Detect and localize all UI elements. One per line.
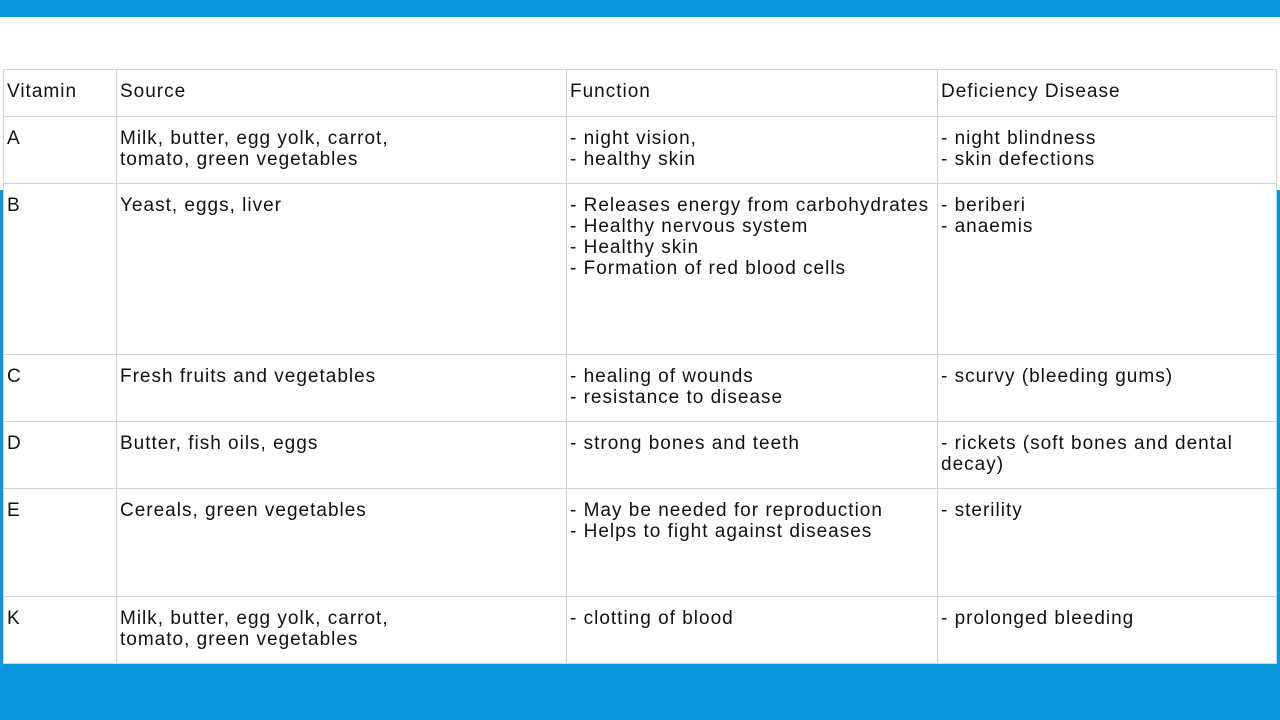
function-cell: - Releases energy from carbohydrates - Healthy nervous system - Healthy skin - Formation of red blood cells [567, 184, 938, 355]
vitamin-cell: E [4, 489, 117, 597]
deficiency-cell: - rickets (soft bones and dental decay) [938, 422, 1277, 489]
table-row [4, 117, 1277, 184]
table-row [4, 489, 1277, 597]
vitamin-cell: K [4, 597, 117, 664]
vitamin-cell: C [4, 355, 117, 422]
header-deficiency-disease: Deficiency Disease [938, 70, 1277, 117]
table-row [4, 422, 1277, 489]
source-cell: Fresh fruits and vegetables [117, 355, 567, 422]
table-row [4, 355, 1277, 422]
deficiency-cell: - sterility [938, 489, 1277, 597]
table-header-row [4, 70, 1277, 117]
source-cell: Milk, butter, egg yolk, carrot, tomato, green vegetables [117, 597, 567, 664]
function-cell: - May be needed for reproduction - Helps to fight against diseases [567, 489, 938, 597]
source-cell: Cereals, green vegetables [117, 489, 567, 597]
bottom-accent-band [0, 660, 1280, 720]
function-cell: - strong bones and teeth [567, 422, 938, 489]
function-cell: - clotting of blood [567, 597, 938, 664]
deficiency-cell: - beriberi - anaemis [938, 184, 1277, 355]
header-source: Source [117, 70, 567, 117]
vitamin-cell: B [4, 184, 117, 355]
deficiency-cell: - prolonged bleeding [938, 597, 1277, 664]
vitamin-table [3, 69, 1277, 664]
deficiency-cell: - scurvy (bleeding gums) [938, 355, 1277, 422]
header-vitamin: Vitamin [4, 70, 117, 117]
table-row [4, 184, 1277, 355]
deficiency-cell: - night blindness - skin defections [938, 117, 1277, 184]
function-cell: - night vision, - healthy skin [567, 117, 938, 184]
top-accent-bar [0, 0, 1280, 17]
source-cell: Butter, fish oils, eggs [117, 422, 567, 489]
vitamin-cell: D [4, 422, 117, 489]
header-function: Function [567, 70, 938, 117]
source-cell: Yeast, eggs, liver [117, 184, 567, 355]
source-cell: Milk, butter, egg yolk, carrot, tomato, green vegetables [117, 117, 567, 184]
vitamin-cell: A [4, 117, 117, 184]
function-cell: - healing of wounds - resistance to disease [567, 355, 938, 422]
table-row [4, 597, 1277, 664]
